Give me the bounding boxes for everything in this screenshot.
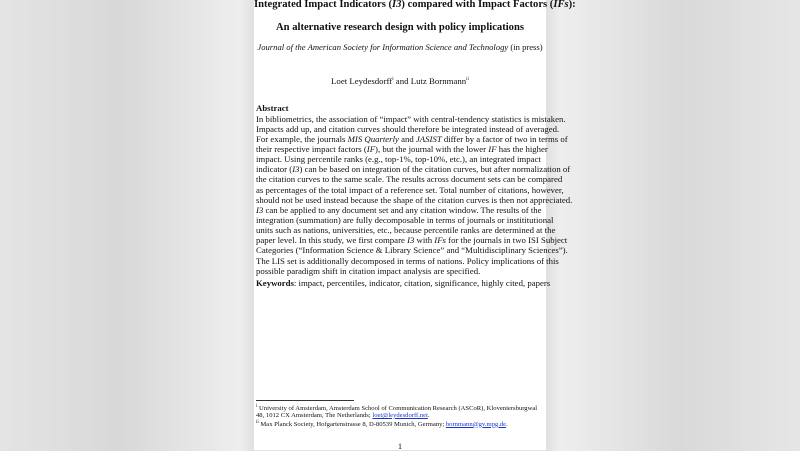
text-segment: impact. Using percentile ranks (e.g., top-1%, top-10%, etc.), an integrated impact	[256, 154, 541, 165]
document-page	[254, 0, 576, 451]
text-segment: : impact, percentiles, indicator, citation, significance, highly cited, papers	[293, 278, 551, 288]
abstract-line	[256, 174, 562, 184]
text-segment: The LIS set is additionally decomposed in terms of nations. Policy implications of this	[256, 255, 559, 266]
text-segment: 48, 1012 CX Amsterdam, The Netherlands;	[256, 411, 373, 419]
abstract-line	[256, 256, 559, 266]
text-segment: ) can be based on integration of the citation curves, but after normalization of	[299, 164, 571, 175]
text-segment: IFs	[553, 0, 569, 10]
text-segment: as percentages of the total impact of a reference set. Total number of citations, however,	[256, 184, 564, 195]
abstract-line	[256, 205, 542, 215]
text-segment: Integrated Impact Indicators (	[254, 0, 392, 10]
abstract-line	[256, 225, 555, 235]
text-segment: possible paradigm shift in citation impact analysis are specified.	[256, 265, 481, 276]
abstract-line	[256, 164, 570, 174]
text-segment: with	[414, 235, 435, 246]
text-segment: Categories (“Information Science & Library Science” and “Multidisciplinary Sciences”).	[256, 245, 568, 256]
text-segment: I3	[392, 0, 402, 10]
keywords-line	[256, 278, 550, 288]
abstract-heading: Abstract	[256, 103, 289, 113]
author-2-footnote-mark: ii	[466, 77, 469, 83]
text-segment: IFs	[434, 235, 446, 246]
abstract-line	[256, 144, 548, 154]
abstract-line	[256, 245, 568, 255]
text-segment: .	[427, 411, 430, 419]
text-segment: MIS Quarterly	[347, 133, 399, 144]
abstract-line	[256, 124, 559, 134]
text-segment: I3	[256, 204, 264, 215]
abstract-line	[256, 215, 553, 225]
journal-line	[254, 42, 546, 52]
text-segment: can be applied to any document set and any citation window. The results of the	[263, 204, 542, 215]
footnote-mark: i	[256, 404, 258, 409]
text-segment: has the higher	[496, 143, 548, 154]
text-segment: Journal of the American Society for Information Science and Technology	[257, 42, 509, 52]
text-segment: For example, the journals	[256, 133, 348, 144]
paper-subtitle: An alternative research design with policy implications	[276, 22, 524, 33]
text-segment: ) compared with Impact Factors (	[401, 0, 554, 10]
abstract-line	[256, 185, 564, 195]
footnote-line	[256, 420, 508, 428]
text-segment: the citation curves to the same scale. The results across document sets can be compared	[256, 174, 563, 185]
text-segment: I3	[407, 235, 415, 246]
paper-title	[254, 0, 576, 10]
text-segment: paper level. In this study, we first compare	[256, 235, 408, 246]
email-link[interactable]: loet@leydesdorff.net	[372, 411, 428, 419]
text-segment: should not be used instead because the shape of the citation curves is then not appreciated.	[256, 194, 573, 205]
text-segment: ):	[568, 0, 576, 10]
text-segment: their respective impact factors (	[256, 143, 367, 154]
text-segment: Keywords	[256, 278, 294, 288]
text-segment: and	[398, 133, 416, 144]
text-segment: IF	[488, 143, 497, 154]
text-segment: units such as nations, universities, etc., because percentile ranks are determined at the	[256, 225, 556, 236]
abstract-line	[256, 114, 566, 124]
abstract-line	[256, 266, 480, 276]
author-1: Loet Leydesdorff	[331, 76, 393, 86]
abstract-line	[256, 154, 541, 164]
footnote-mark: ii	[256, 419, 259, 425]
text-segment: JASIST	[415, 133, 442, 144]
text-segment: I3	[292, 164, 300, 175]
text-segment: Impacts add up, and citation curves should therefore be integrated instead of averaged.	[256, 123, 560, 134]
abstract-line	[256, 195, 572, 205]
text-segment: indicator (	[256, 164, 293, 175]
text-segment: integration (summation) are fully decomposable in terms of journals or instititutional	[256, 215, 554, 225]
abstract-line	[256, 235, 567, 245]
author-2: and Lutz Bornmann	[393, 76, 467, 86]
text-segment: University of Amsterdam, Amsterdam School of Communication Research (ASCoR), Kloveniersburgwal	[257, 405, 538, 413]
footnote-divider	[256, 400, 354, 401]
text-segment: In bibliometrics, the association of “impact” with central-tendency statistics is mistaken.	[256, 113, 566, 124]
text-segment: for the journals in two ISI Subject	[445, 235, 568, 246]
text-segment: .	[506, 420, 508, 428]
page-number: 1	[397, 441, 403, 451]
author-1-footnote-mark: i	[392, 77, 394, 83]
authors-line	[254, 76, 546, 86]
email-link[interactable]: bornmann@gv.mpg.de	[445, 420, 507, 428]
text-segment: (in press)	[508, 42, 543, 52]
text-segment: differ by a factor of two in terms of	[441, 133, 568, 144]
abstract-line	[256, 134, 568, 144]
text-segment: Max Planck Society, Hofgartenstrasse 8, D-80539 Munich, Germany;	[258, 420, 446, 428]
footnote-line	[256, 412, 430, 419]
text-segment: IF	[366, 143, 376, 154]
text-segment: ), but the journal with the lower	[375, 143, 489, 154]
